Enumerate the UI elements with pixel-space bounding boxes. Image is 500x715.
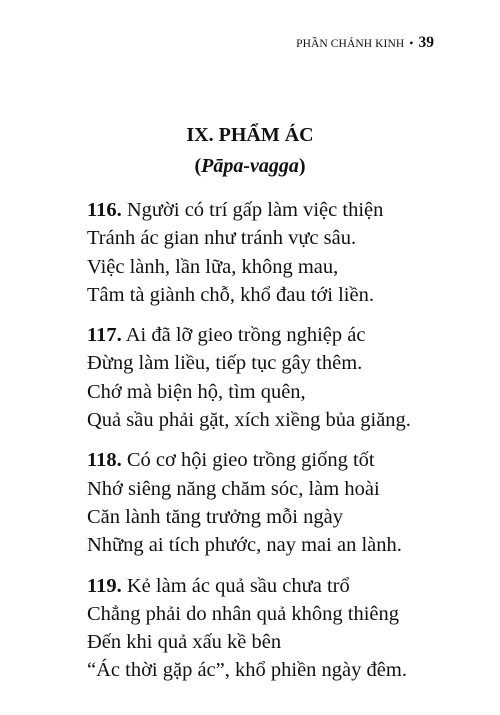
verse-line: Quả sầu phải gặt, xích xiềng bủa giăng. xyxy=(87,409,411,432)
verse-first-line xyxy=(87,446,497,474)
verse-118 xyxy=(87,446,497,559)
subtitle-pali: Pāpa-vagga xyxy=(201,155,299,177)
verse-number: 117. xyxy=(87,324,122,347)
verse-line-text: Ai đã lỡ gieo trồng nghiệp ác xyxy=(121,324,366,347)
verse-number: 119. xyxy=(87,574,122,597)
verse-116 xyxy=(87,196,497,309)
chapter-title: IX. PHẨM ÁC xyxy=(186,124,314,146)
verse-117 xyxy=(87,321,497,434)
verse-line: Tránh ác gian như tránh vực sâu. xyxy=(87,227,357,250)
verse-line: Tâm tà giành chỗ, khổ đau tới liền. xyxy=(87,283,374,306)
verse-line-text: Người có trí gấp làm việc thiện xyxy=(121,199,384,221)
verse-line: “Ác thời gặp ác”, khổ phiền ngày đêm. xyxy=(87,659,407,682)
verse-line-text: Có cơ hội gieo trồng giống tốt xyxy=(121,449,375,472)
verse-number: 118. xyxy=(87,449,122,472)
verse-119 xyxy=(87,572,497,685)
verse-line-text: Kẻ làm ác quả sầu chưa trổ xyxy=(121,574,350,597)
verse-line: Những ai tích phước, nay mai an lành. xyxy=(87,534,402,557)
verse-list xyxy=(87,196,497,697)
verse-line: Chớ mà biện hộ, tìm quên, xyxy=(87,380,306,403)
verse-line: Việc lành, lần lữa, không mau, xyxy=(87,255,339,278)
page-number: 39 xyxy=(418,34,434,51)
verse-first-line xyxy=(87,321,497,349)
verse-first-line xyxy=(87,572,497,600)
running-header xyxy=(296,34,434,52)
subtitle-close-paren: ) xyxy=(298,155,306,177)
verse-line: Chẳng phải do nhân quả không thiêng xyxy=(87,602,400,625)
verse-number: 116. xyxy=(87,199,122,221)
verse-line: Nhớ siêng năng chăm sóc, làm hoài xyxy=(87,477,380,500)
subtitle-open-paren: ( xyxy=(194,155,202,177)
verse-first-line xyxy=(87,196,497,224)
verse-line: Đến khi quả xấu kề bên xyxy=(87,631,282,654)
verse-line: Căn lành tăng trưởng mỗi ngày xyxy=(87,505,343,528)
chapter-subtitle xyxy=(0,152,500,180)
verse-line: Đừng làm liều, tiếp tục gây thêm. xyxy=(87,352,363,375)
running-header-title: PHẦN CHÁNH KINH xyxy=(296,38,405,50)
bullet-separator: • xyxy=(409,36,414,50)
